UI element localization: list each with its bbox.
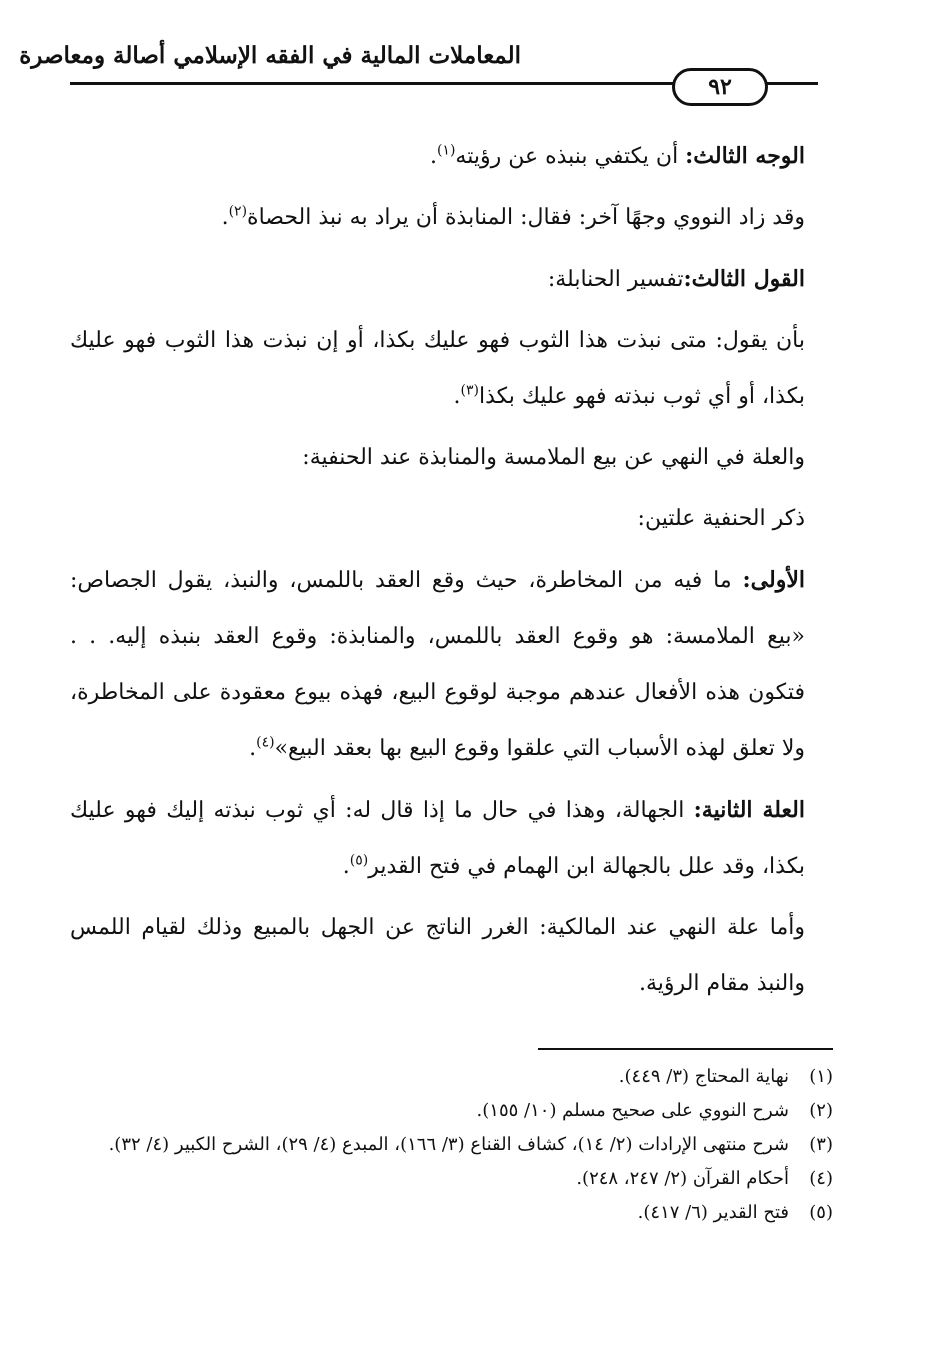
footnote-ref: (٣) [460,382,479,399]
footnote-number: (١) [809,1066,833,1087]
paragraph-lead: الوجه الثالث: [685,143,805,169]
paragraph-end: . [453,384,461,409]
paragraph-lead: القول الثالث: [683,266,805,292]
running-header-title: المعاملات المالية في الفقه الإسلامي أصالة ومعاصرة [19,42,521,69]
footnote-ref: (٥) [349,852,369,869]
footnote-text: أحكام القرآن (٢/ ٢٤٧، ٢٤٨). [576,1168,789,1189]
footnote-number: (٣) [809,1134,833,1155]
paragraph [70,313,805,425]
footnote-ref: (١) [436,142,456,159]
paragraph [70,128,805,185]
paragraph [70,552,805,777]
body-text [70,128,805,1017]
footnote-item [70,1196,833,1230]
footnotes [70,1060,833,1230]
footnote-text: فتح القدير (٦/ ٤١٧). [637,1202,789,1223]
paragraph-end: . [429,144,437,169]
footnote-number: (٤) [809,1168,833,1189]
paragraph-text: بأن يقول: متى نبذت هذا الثوب فهو عليك بكذا، أو إن نبذت هذا الثوب فهو عليك بكذا، أو أي ثوب نبذته فهو عليك بكذا [70,328,805,409]
footnote-text: شرح منتهى الإرادات (٢/ ١٤)، كشاف القناع (٣/ ١٦٦)، المبدع (٤/ ٢٩)، الشرح الكبير (٤/ ٣٢). [108,1134,789,1155]
footnote-item [70,1060,833,1094]
paragraph-text: وقد زاد النووي وجهًا آخر: فقال: المنابذة أن يراد به نبذ الحصاة [247,205,805,230]
footnote-number: (٥) [809,1202,833,1223]
paragraph-text: الجهالة، وهذا في حال ما إذا قال له: أي ثوب نبذته إليك فهو عليك بكذا، وقد علل بالجهالة ابن الهمام في فتح القدير [70,798,805,879]
paragraph [70,782,805,895]
paragraph-text: ذكر الحنفية علتين: [637,506,805,531]
footnote-ref: (٤) [256,734,275,751]
footnote-item [70,1128,833,1162]
paragraph-lead: الأولى: [742,567,805,593]
paragraph [70,190,805,246]
paragraph [70,430,805,486]
footnote-text: شرح النووي على صحيح مسلم (١٠/ ١٥٥). [476,1100,789,1121]
footnote-item [70,1094,833,1128]
paragraph-text: ما فيه من المخاطرة، حيث وقع العقد باللمس، والنبذ، يقول الجصاص: «بيع الملامسة: هو وقوع العقد باللمس، والمنابذة: وقوع العقد بنبذه إليه. . . فتكون هذه الأفعال عندهم موجبة لوقوع البيع، فهذه بيوع معقودة على المخاطرة، ولا تعلق لهذه الأسباب التي علقوا وقوع البيع بها بعقد البيع» [70,568,805,761]
paragraph [70,491,805,547]
footnote-ref: (٢) [228,203,248,220]
paragraph-text: والعلة في النهي عن بيع الملامسة والمنابذة عند الحنفية: [302,445,805,470]
paragraph-text: تفسير الحنابلة: [547,267,684,292]
footnote-separator [538,1048,833,1050]
paragraph-text: وأما علة النهي عند المالكية: الغرر الناتج عن الجهل بالمبيع وذلك لقيام اللمس والنبذ مقام الرؤية. [70,915,805,996]
paragraph-text: أن يكتفي بنبذه عن رؤيته [455,144,686,169]
paragraph-end: . [249,736,257,761]
page-number-badge [672,68,768,106]
paragraph [70,251,805,308]
paragraph-end: . [342,854,350,879]
footnote-number: (٢) [809,1100,833,1121]
paragraph-lead: العلة الثانية: [693,797,805,823]
paragraph [70,900,805,1012]
page-number: ٩٢ [708,74,732,100]
footnote-text: نهاية المحتاج (٣/ ٤٤٩). [618,1066,789,1087]
paragraph-end: . [221,205,229,230]
footnote-item [70,1162,833,1196]
